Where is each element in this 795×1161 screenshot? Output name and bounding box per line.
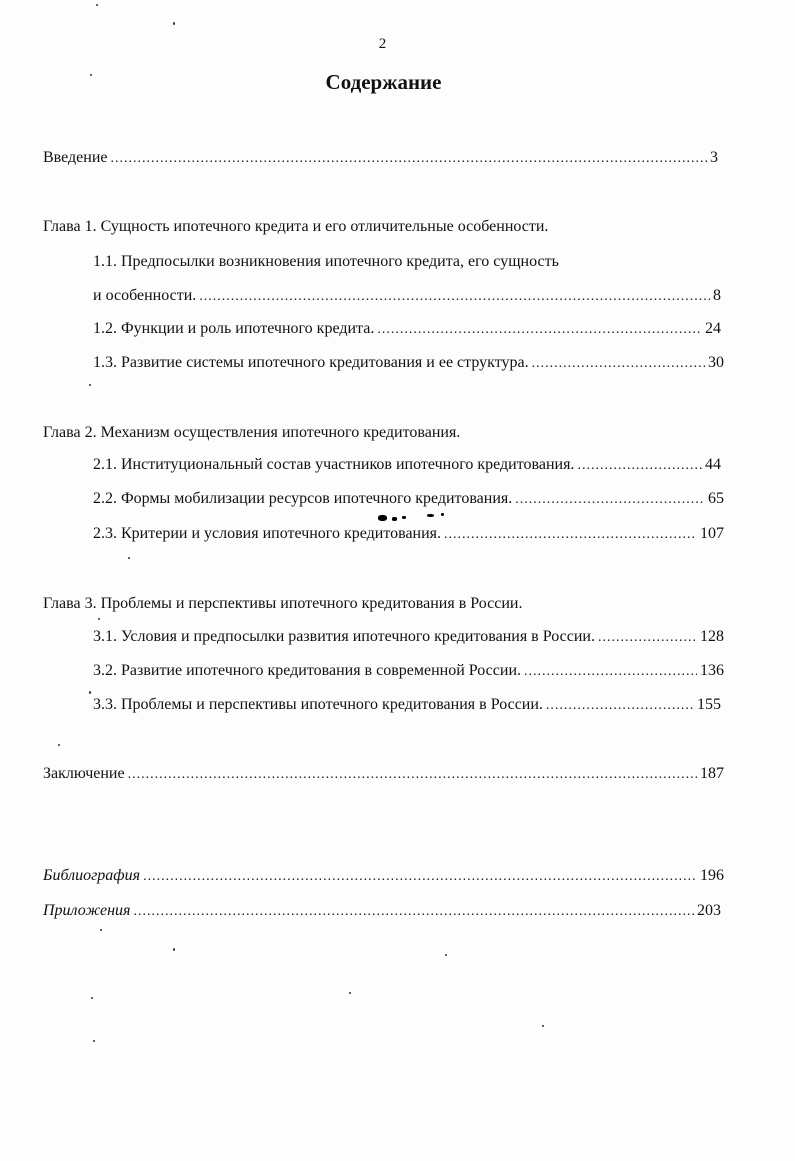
toc-leader-dots: [128, 765, 697, 785]
scan-smudge: [392, 517, 397, 521]
toc-leader-dots: [598, 628, 697, 648]
scan-smudge: [378, 515, 387, 521]
toc-entry-3-1: [93, 627, 724, 648]
toc-entry-label: и особенности.: [93, 287, 197, 304]
toc-entry-page: 136: [700, 662, 724, 679]
toc-entry-2-2: [93, 489, 724, 510]
toc-entry-1-2: [93, 319, 721, 340]
toc-entry-page: 3: [710, 149, 718, 166]
scan-speck: [349, 992, 351, 994]
chapter-3-heading: Глава 3. Проблемы и перспективы ипотечного кредитования в России.: [43, 595, 523, 612]
toc-entry-2-3: [93, 524, 724, 545]
toc-entry-page: 8: [713, 287, 721, 304]
toc-leader-dots: [515, 490, 705, 510]
toc-entry-label: 3.3. Проблемы и перспективы ипотечного кредитования в России.: [93, 696, 543, 713]
toc-entry-intro: [43, 148, 718, 169]
scan-speck: [173, 948, 175, 951]
scan-speck: [89, 384, 91, 386]
toc-entry-page: 128: [700, 628, 724, 645]
toc-entry-page: 30: [708, 354, 724, 371]
toc-entry-label: Приложения: [43, 902, 131, 919]
toc-entry-label: Библиография: [43, 867, 141, 884]
chapter-1-heading: Глава 1. Сущность ипотечного кредита и его отличительные особенности.: [43, 218, 549, 235]
toc-entry-label: Заключение: [43, 765, 125, 782]
toc-entry-page: 44: [705, 456, 721, 473]
toc-leader-dots: [199, 287, 710, 307]
scan-speck: [98, 618, 100, 620]
toc-leader-dots: [524, 662, 697, 682]
toc-entry-label: 3.2. Развитие ипотечного кредитования в современной России.: [93, 662, 522, 679]
toc-entry-page: 65: [708, 490, 724, 507]
toc-leader-dots: [546, 696, 694, 716]
scan-speck: [100, 929, 102, 931]
toc-entry-1-1: [93, 286, 721, 307]
scan-speck: [89, 691, 91, 694]
scan-speck: [93, 1040, 95, 1042]
toc-leader-dots: [532, 354, 705, 374]
toc-leader-dots: [143, 867, 697, 887]
toc-entry-page: 24: [705, 320, 721, 337]
scan-speck: [91, 997, 93, 999]
scan-speck: [58, 744, 60, 746]
toc-leader-dots: [111, 149, 708, 169]
toc-entry-conclusion: [43, 764, 724, 785]
toc-entry-2-1: [93, 455, 721, 476]
chapter-2-heading: Глава 2. Механизм осуществления ипотечного кредитования.: [43, 424, 461, 441]
scan-smudge: [441, 513, 444, 516]
toc-entry-label: 1.3. Развитие системы ипотечного кредитования и ее структура.: [93, 354, 529, 371]
toc-entry-page: 187: [700, 765, 724, 782]
toc-entry-page: 107: [700, 525, 724, 542]
scan-smudge: [427, 514, 434, 517]
scan-speck: [128, 557, 130, 559]
scan-speck: [90, 74, 92, 76]
toc-entry-3-3: [93, 695, 721, 716]
toc-entry-page: 203: [697, 902, 721, 919]
toc-entry-appendices: [43, 901, 721, 922]
toc-entry-bibliography: [43, 866, 724, 887]
toc-entry-label: Введение: [43, 149, 108, 166]
toc-entry-page: 155: [697, 696, 721, 713]
toc-leader-dots: [577, 456, 702, 476]
toc-entry-label: 1.2. Функции и роль ипотечного кредита.: [93, 320, 375, 337]
toc-leader-dots: [444, 525, 697, 545]
toc-entry-label: 3.1. Условия и предпосылки развития ипотечного кредитования в России.: [93, 628, 595, 645]
toc-entry-label: 2.3. Критерии и условия ипотечного кредитования.: [93, 525, 442, 542]
toc-entry-label: 2.1. Институциональный состав участников ипотечного кредитования.: [93, 456, 575, 473]
toc-entry-3-2: [93, 661, 724, 682]
toc-leader-dots: [377, 320, 702, 340]
page-title: Содержание: [325, 70, 442, 94]
scan-speck: [96, 4, 98, 6]
toc-entry-1-1-line1: 1.1. Предпосылки возникновения ипотечного кредита, его сущность: [93, 253, 559, 270]
scan-speck: [173, 22, 175, 25]
scan-speck: [445, 954, 447, 956]
scan-smudge: [402, 516, 406, 519]
toc-leader-dots: [133, 902, 694, 922]
page-number: 2: [378, 36, 387, 52]
toc-entry-1-3: [93, 353, 724, 374]
toc-entry-label: 2.2. Формы мобилизации ресурсов ипотечного кредитования.: [93, 490, 513, 507]
toc-entry-page: 196: [700, 867, 724, 884]
scan-speck: [542, 1025, 544, 1027]
